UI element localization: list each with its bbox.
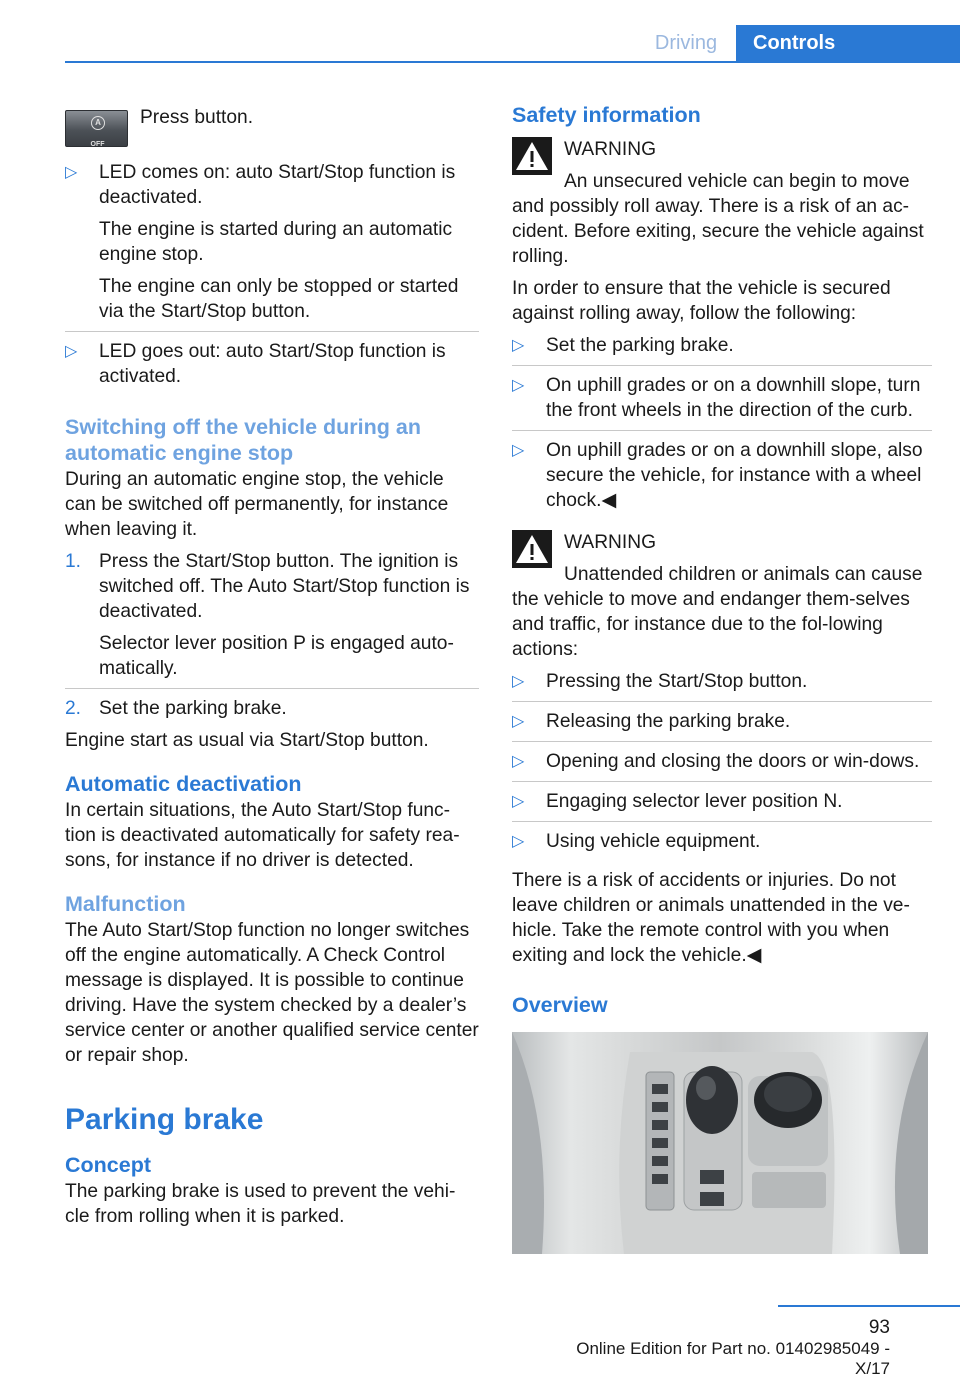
list-item <box>65 339 479 396</box>
risk-text: There is a risk of accidents or injuries. Do not leave children or animals unattended in the ve‐hicle. Take the remote control with you when exiting and lock the vehicle.◀ <box>512 870 910 966</box>
list-item <box>512 669 932 702</box>
led-off-text: LED goes out: auto Start/Stop function is activated. <box>99 341 446 387</box>
warning-triangle-icon <box>512 530 552 568</box>
led-on-text: LED comes on: auto Start/Stop function is deactivated. <box>99 162 456 208</box>
triangle-bullet-icon: ▷ <box>512 442 525 459</box>
list-item <box>65 160 479 332</box>
overview-heading: Overview <box>512 993 608 1017</box>
list-item <box>512 709 932 742</box>
center-console-illustration <box>512 1032 928 1254</box>
list-item <box>512 333 932 366</box>
engine-start-text: Engine start as usual via Start/Stop button. <box>65 730 429 751</box>
header-rule <box>65 61 960 63</box>
list-item-text: Engaging selector lever position N. <box>546 791 843 812</box>
warning-block-1 <box>512 137 932 269</box>
list-item-text: Opening and closing the doors or win‐dows. <box>546 751 920 772</box>
step-number: 1. <box>65 551 82 572</box>
center-console-photo <box>512 1032 928 1254</box>
auto-a-icon: A <box>91 116 105 130</box>
warning-triangle-icon <box>512 137 552 175</box>
concept-text: The parking brake is used to prevent the vehi‐cle from rolling when it is parked. <box>65 1181 456 1227</box>
footer-rule <box>778 1305 960 1307</box>
triangle-bullet-icon: ▷ <box>512 337 525 354</box>
triangle-bullet-icon: ▷ <box>512 793 525 810</box>
triangle-bullet-icon: ▷ <box>512 673 525 690</box>
triangle-bullet-icon: ▷ <box>65 343 78 360</box>
warning-text-content: Unattended children or animals can cause the vehicle to move and endanger them‐selves and traffic, for instance due to the fol‐lowing actions: <box>512 564 923 660</box>
footer-edition: Online Edition for Part no. 01402985049 - X/17 <box>576 1339 890 1378</box>
list-item-text: Pressing the Start/Stop button. <box>546 671 808 692</box>
led-on-sub2: The engine can only be stopped or started via the Start/Stop button. <box>99 276 459 322</box>
secure-list <box>512 333 932 520</box>
triangle-bullet-icon: ▷ <box>512 833 525 850</box>
page-number: 93 <box>868 1317 890 1338</box>
step-number: 2. <box>65 698 82 719</box>
warning-text-content: An unsecured vehicle can begin to move and possibly roll away. There is a risk of an ac‐cident. Before exiting, secure the vehicle against rolling. <box>512 171 924 267</box>
list-item <box>512 749 932 782</box>
header-section: Driving <box>654 32 718 54</box>
warning-label: WARNING <box>564 139 657 160</box>
list-item <box>65 696 479 728</box>
right-column <box>512 100 932 1254</box>
press-button-text: Press button. <box>140 107 254 128</box>
list-item <box>512 829 932 861</box>
actions-list <box>512 669 932 861</box>
parking-brake-heading: Parking brake <box>65 1103 264 1136</box>
malfunction-text: The Auto Start/Stop function no longer switches off the engine automatically. A Check Control message is displayed. It is possible to continue driving. Have the system checked by a dealer’s service center or another qualified service center or repair shop. <box>65 920 479 1066</box>
warning-text <box>512 562 932 662</box>
triangle-bullet-icon: ▷ <box>65 164 78 181</box>
list-item-text: On uphill grades or on a downhill slope, turn the front wheels in the direction of the curb. <box>546 375 921 421</box>
list-item <box>512 789 932 822</box>
list-item-text: Set the parking brake. <box>546 335 734 356</box>
switch-off-heading: Switching off the vehicle during an automatic engine stop <box>65 415 421 465</box>
list-item-text: Releasing the parking brake. <box>546 711 791 732</box>
led-on-sub1: The engine is started during an automatic engine stop. <box>99 219 453 265</box>
press-button-row <box>65 100 479 148</box>
button-icon-label: OFF <box>90 141 105 148</box>
auto-deact-text: In certain situations, the Auto Start/Stop func‐tion is deactivated automatically for safety rea‐sons, for instance if no driver is detected. <box>65 800 460 871</box>
concept-heading: Concept <box>65 1153 151 1177</box>
step-sub: Selector lever position P is engaged auto‐matically. <box>99 633 454 679</box>
switch-off-text: During an automatic engine stop, the vehicle can be switched off permanently, for instance when leaving it. <box>65 469 449 540</box>
triangle-bullet-icon: ▷ <box>512 753 525 770</box>
auto-start-stop-button-icon <box>65 110 128 147</box>
list-item-text: Using vehicle equipment. <box>546 831 761 852</box>
list-item <box>512 438 932 520</box>
malfunction-heading: Malfunction <box>65 892 186 916</box>
left-column <box>65 100 479 1236</box>
list-item-text: On uphill grades or on a downhill slope, also secure the vehicle, for instance with a wheel chock.◀ <box>546 440 923 511</box>
step-text: Set the parking brake. <box>99 698 287 719</box>
header-chapter: Controls <box>736 25 960 61</box>
warning-label: WARNING <box>564 532 657 553</box>
triangle-bullet-icon: ▷ <box>512 377 525 394</box>
warning-block-2 <box>512 530 932 662</box>
steps-list <box>65 549 479 728</box>
warning-text <box>512 169 932 269</box>
step-text: Press the Start/Stop button. The ignition is switched off. The Auto Start/Stop function is deactivated. <box>99 551 470 622</box>
led-list <box>65 160 479 396</box>
list-item <box>512 373 932 431</box>
safety-heading: Safety information <box>512 103 701 127</box>
ensure-text: In order to ensure that the vehicle is secured against rolling away, follow the following: <box>512 278 891 324</box>
list-item <box>65 549 479 689</box>
triangle-bullet-icon: ▷ <box>512 713 525 730</box>
auto-deact-heading: Automatic deactivation <box>65 772 302 796</box>
